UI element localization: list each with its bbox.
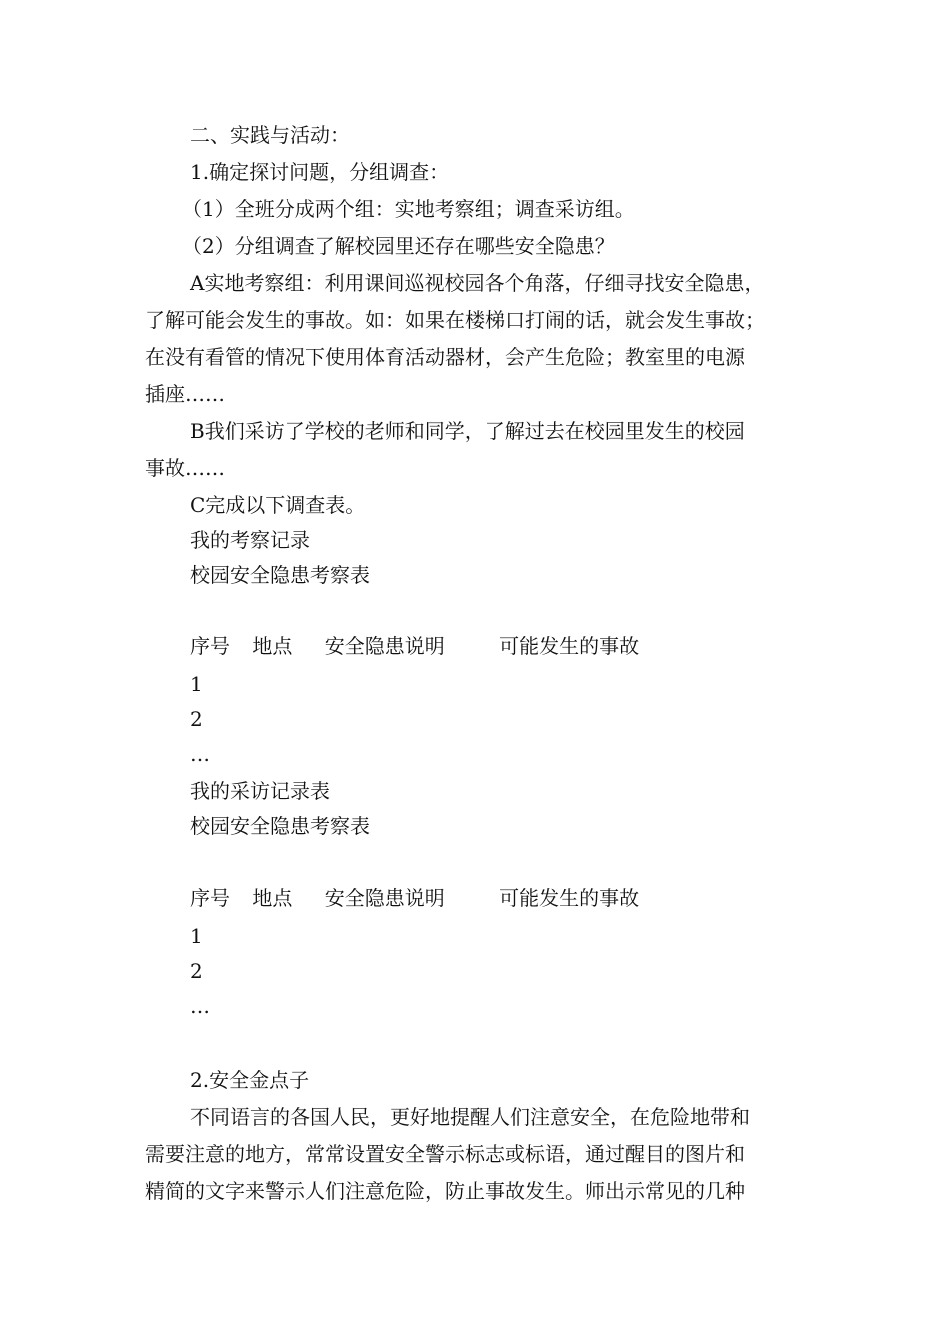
header-hazard-description: 安全隐患说明 xyxy=(324,634,445,658)
group-b-line1: B我们采访了学校的老师和同学，了解过去在校园里发生的校园 xyxy=(190,419,745,443)
record2-title: 我的采访记录表 xyxy=(190,779,330,803)
record2-row-2: 2 xyxy=(190,959,203,983)
group-a-line1: A实地考察组：利用课间巡视校园各个角落，仔细寻找安全隐患， xyxy=(190,271,765,295)
record2-table-title: 校园安全隐患考察表 xyxy=(190,814,370,838)
record1-table-title: 校园安全隐患考察表 xyxy=(190,563,370,587)
group-b-line2: 事故…… xyxy=(145,456,225,480)
step2-title: 2.安全金点子 xyxy=(190,1068,310,1092)
header-location: 地点 xyxy=(252,634,293,658)
section-heading: 二、实践与活动： xyxy=(190,123,350,147)
record2-row-1: 1 xyxy=(190,924,203,948)
step2-line3: 精简的文字来警示人们注意危险，防止事故发生。师出示常见的几种 xyxy=(145,1179,745,1203)
step1-item1: （1）全班分成两个组：实地考察组；调查采访组。 xyxy=(182,197,635,221)
record2-row-ellipsis: … xyxy=(190,994,210,1018)
record1-row-1: 1 xyxy=(190,672,203,696)
record1-table-header xyxy=(190,634,639,658)
header-possible-accident: 可能发生的事故 xyxy=(499,634,640,658)
record1-title: 我的考察记录 xyxy=(190,528,310,552)
group-a-line3: 在没有看管的情况下使用体育活动器材，会产生危险；教室里的电源 xyxy=(145,345,745,369)
header-possible-accident: 可能发生的事故 xyxy=(499,886,640,910)
step2-line2: 需要注意的地方，常常设置安全警示标志或标语，通过醒目的图片和 xyxy=(145,1142,745,1166)
header-number: 序号 xyxy=(190,634,230,658)
step1-title: 1.确定探讨问题，分组调查： xyxy=(190,160,450,184)
group-a-line4: 插座…… xyxy=(145,382,225,406)
header-location: 地点 xyxy=(252,886,293,910)
header-number: 序号 xyxy=(190,886,230,910)
group-c-text: C完成以下调查表。 xyxy=(190,493,366,517)
group-a-line2: 了解可能会发生的事故。如：如果在楼梯口打闹的话，就会发生事故； xyxy=(145,308,765,332)
header-hazard-description: 安全隐患说明 xyxy=(324,886,445,910)
step1-item2: （2）分组调查了解校园里还存在哪些安全隐患？ xyxy=(182,234,615,258)
record1-row-ellipsis: … xyxy=(190,742,210,766)
record1-row-2: 2 xyxy=(190,707,203,731)
record2-table-header xyxy=(190,886,639,910)
step2-line1: 不同语言的各国人民，更好地提醒人们注意安全，在危险地带和 xyxy=(190,1105,750,1129)
